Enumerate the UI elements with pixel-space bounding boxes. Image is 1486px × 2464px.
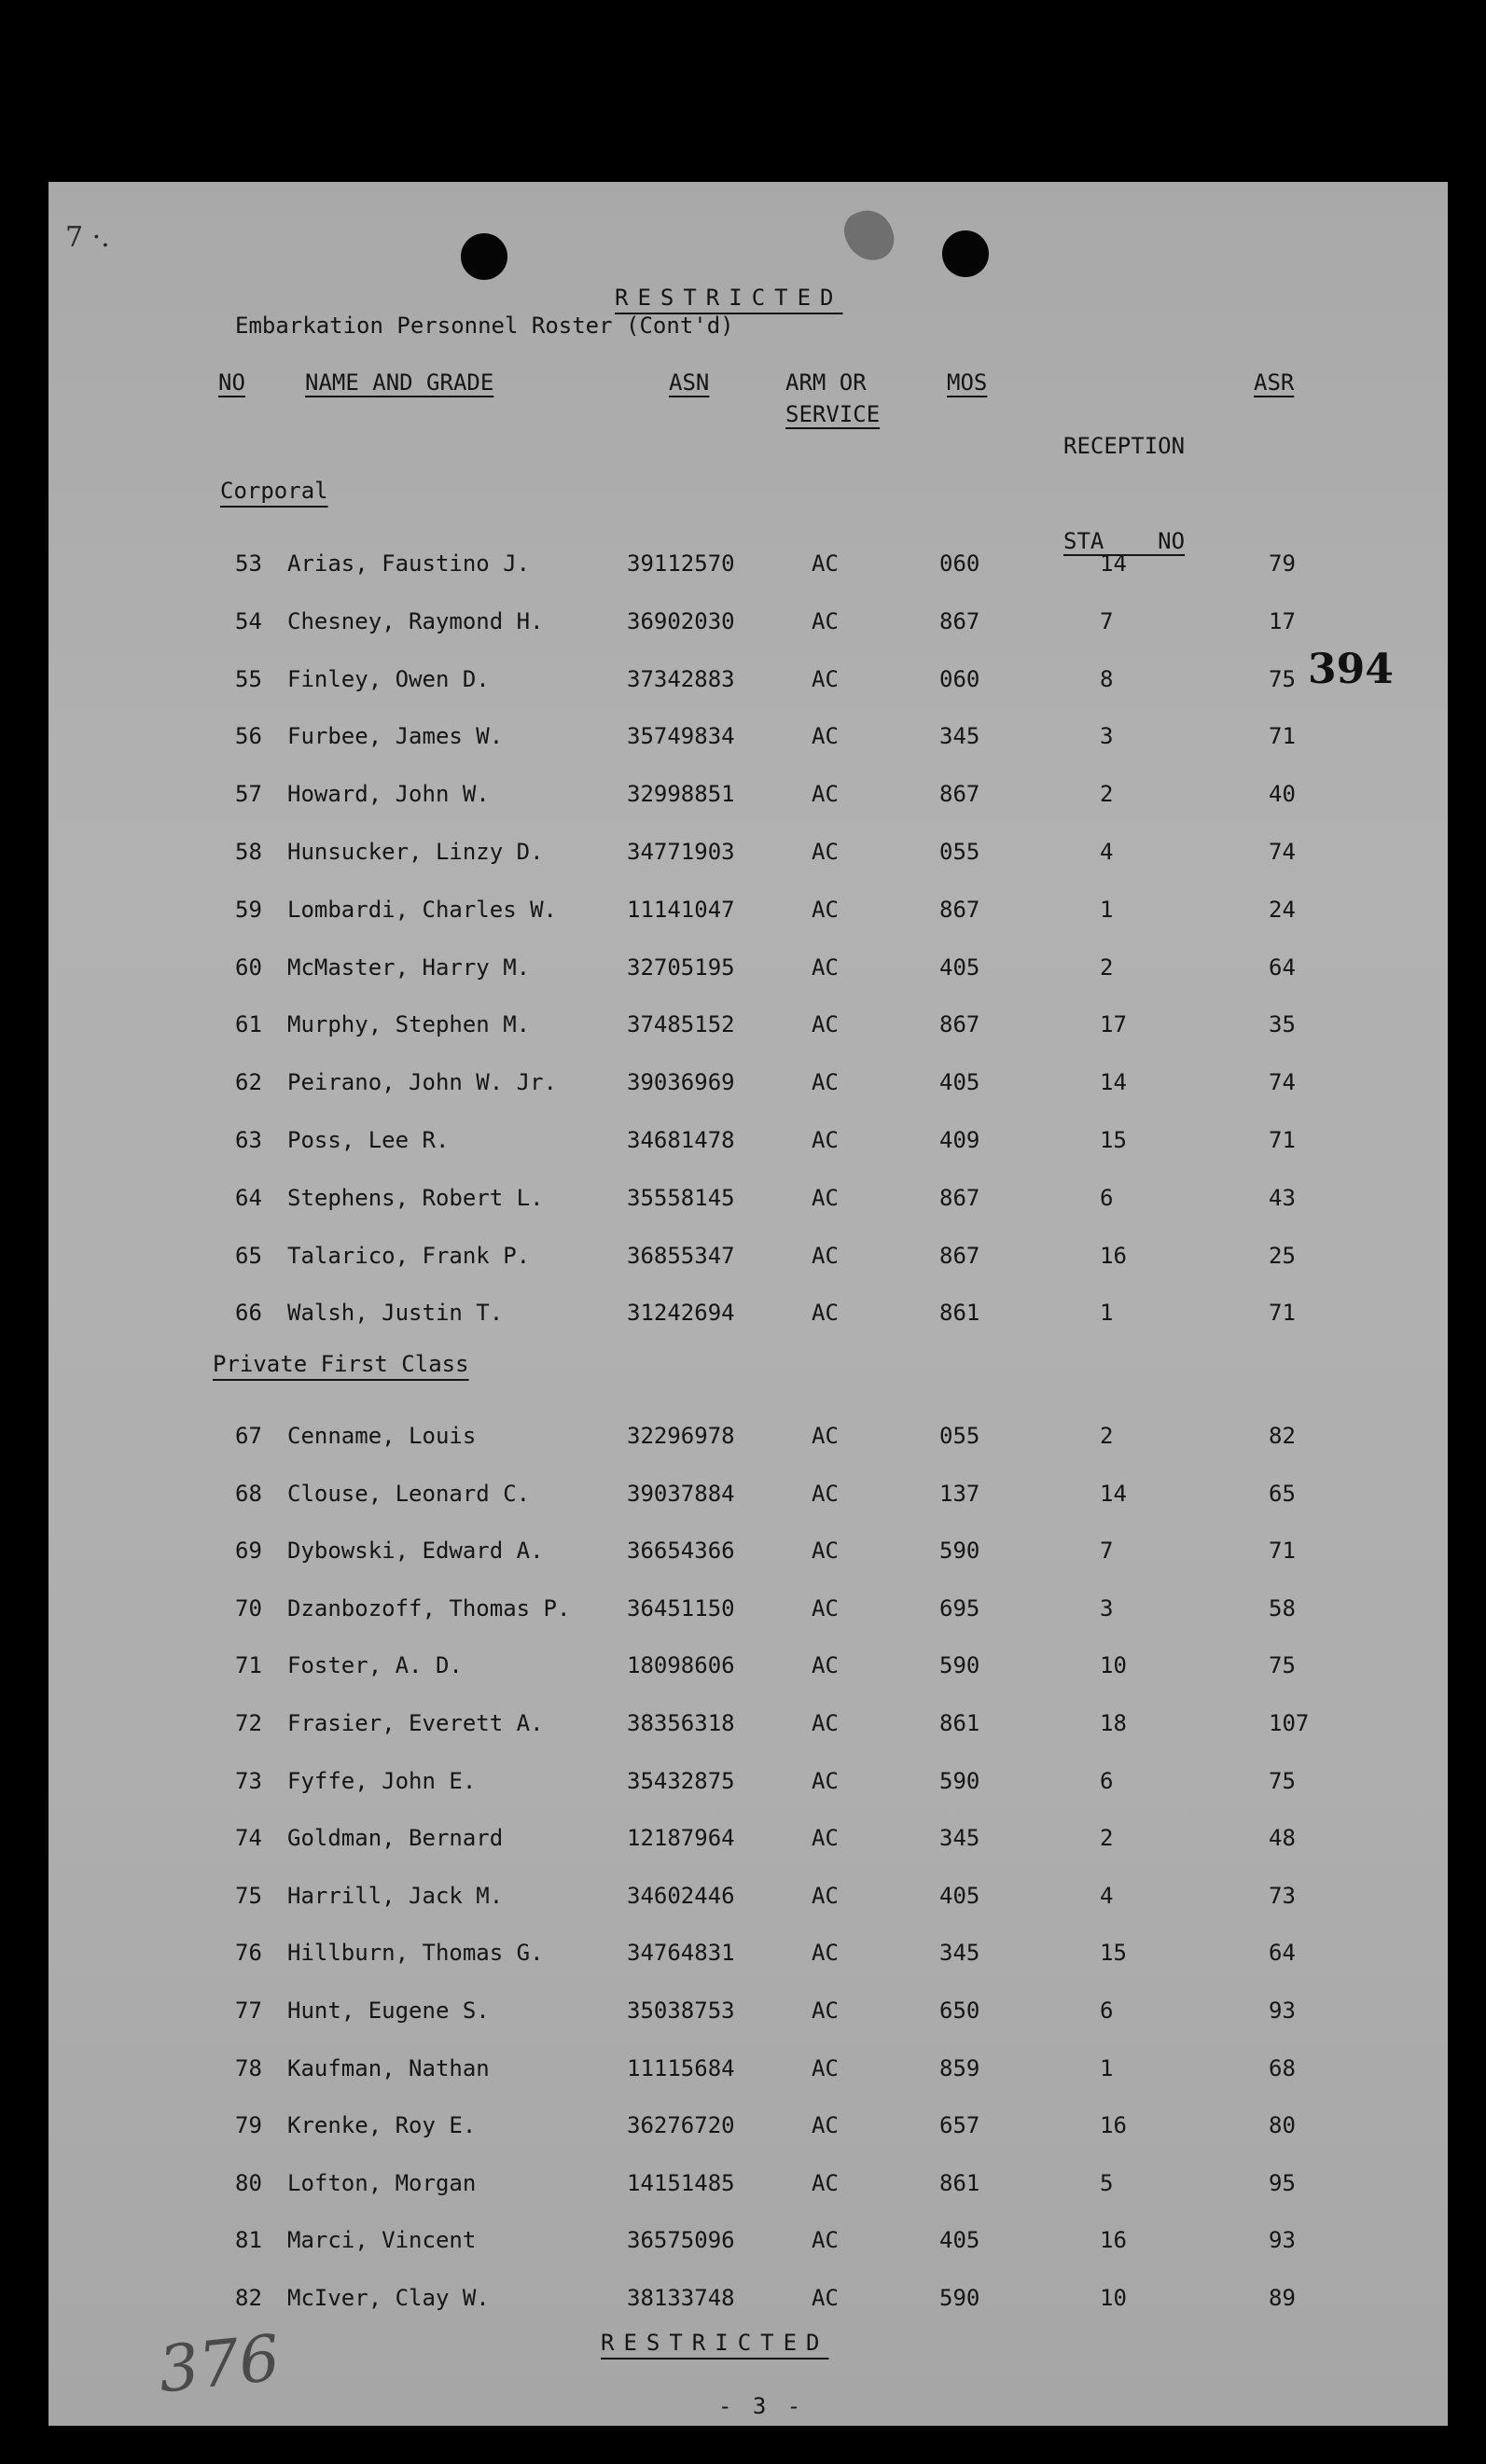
cell-asr: 74	[1269, 1069, 1296, 1095]
cell-rec: 3	[1100, 723, 1114, 749]
cell-asn: 35749834	[627, 723, 735, 749]
cell-arm: AC	[812, 839, 839, 865]
cell-asr: 107	[1269, 1710, 1310, 1736]
cell-arm: AC	[812, 1595, 839, 1622]
cell-asn: 37342883	[627, 666, 735, 692]
cell-asn: 39037884	[627, 1481, 735, 1507]
cell-asn: 14151485	[627, 2170, 735, 2196]
cell-no: 77	[235, 1998, 262, 2024]
cell-no: 57	[235, 781, 262, 807]
cell-arm: AC	[812, 1883, 839, 1909]
cell-no: 68	[235, 1481, 262, 1507]
col-header-mos: MOS	[947, 369, 988, 396]
cell-name: Kaufman, Nathan	[287, 2055, 490, 2081]
cell-mos: 867	[939, 1185, 980, 1211]
table-row	[49, 2227, 1448, 2264]
cell-asr: 95	[1269, 2170, 1296, 2196]
cell-arm: AC	[812, 897, 839, 923]
classification-header: RESTRICTED	[615, 285, 843, 311]
col-header-asn: ASN	[669, 369, 710, 396]
table-row	[49, 1423, 1448, 1460]
table-row	[49, 1185, 1448, 1222]
cell-name: Stephens, Robert L.	[287, 1185, 544, 1211]
col-header-arm-line2: SERVICE	[785, 401, 881, 427]
cell-asn: 36654366	[627, 1538, 735, 1564]
cell-asr: 73	[1269, 1883, 1296, 1909]
cell-name: Chesney, Raymond H.	[287, 608, 544, 634]
cell-rec: 8	[1100, 666, 1114, 692]
cell-asr: 75	[1269, 666, 1296, 692]
cell-no: 62	[235, 1069, 262, 1095]
cell-name: Harrill, Jack M.	[287, 1883, 504, 1909]
cell-no: 59	[235, 897, 262, 923]
cell-asr: 64	[1269, 1940, 1296, 1966]
corner-mark: 7 ·.	[65, 221, 110, 254]
cell-arm: AC	[812, 2112, 839, 2138]
cell-arm: AC	[812, 1481, 839, 1507]
cell-asr: 71	[1269, 723, 1296, 749]
cell-rec: 1	[1100, 1300, 1114, 1326]
cell-mos: 867	[939, 608, 980, 634]
cell-no: 76	[235, 1940, 262, 1966]
cell-arm: AC	[812, 2285, 839, 2311]
table-row	[49, 1127, 1448, 1164]
cell-rec: 14	[1100, 1481, 1127, 1507]
cell-asr: 48	[1269, 1825, 1296, 1851]
stamp-number: 394	[1308, 646, 1394, 693]
cell-mos: 409	[939, 1127, 980, 1153]
cell-no: 65	[235, 1243, 262, 1269]
cell-arm: AC	[812, 2055, 839, 2081]
cell-mos: 867	[939, 781, 980, 807]
cell-no: 55	[235, 666, 262, 692]
cell-asn: 36575096	[627, 2227, 735, 2253]
table-row	[49, 1243, 1448, 1280]
cell-asn: 37485152	[627, 1011, 735, 1037]
cell-mos: 861	[939, 1300, 980, 1326]
cell-asn: 35038753	[627, 1998, 735, 2024]
cell-asn: 32705195	[627, 954, 735, 981]
cell-arm: AC	[812, 1423, 839, 1449]
cell-mos: 859	[939, 2055, 980, 2081]
cell-no: 58	[235, 839, 262, 865]
punch-hole-right	[942, 230, 989, 277]
cell-rec: 15	[1100, 1940, 1127, 1966]
cell-mos: 137	[939, 1481, 980, 1507]
table-row	[49, 1768, 1448, 1805]
cell-asr: 93	[1269, 1998, 1296, 2024]
cell-no: 64	[235, 1185, 262, 1211]
cell-name: Hunsucker, Linzy D.	[287, 839, 544, 865]
film-scratch-mark	[839, 203, 900, 268]
cell-rec: 16	[1100, 2227, 1127, 2253]
cell-rec: 5	[1100, 2170, 1114, 2196]
cell-mos: 590	[939, 1768, 980, 1794]
document-page	[49, 182, 1448, 2426]
cell-no: 81	[235, 2227, 262, 2253]
table-row	[49, 1300, 1448, 1337]
col-header-arm	[785, 367, 880, 430]
cell-mos: 650	[939, 1998, 980, 2024]
cell-mos: 055	[939, 839, 980, 865]
table-row	[49, 1940, 1448, 1977]
cell-no: 54	[235, 608, 262, 634]
cell-asn: 39112570	[627, 550, 735, 577]
table-row	[49, 1481, 1448, 1518]
table-row	[49, 608, 1448, 646]
table-row	[49, 1538, 1448, 1575]
cell-name: Fyffe, John E.	[287, 1768, 477, 1794]
roster-title: Embarkation Personnel Roster (Cont'd)	[235, 313, 734, 339]
cell-asr: 74	[1269, 839, 1296, 865]
handwritten-number: 376	[155, 2321, 284, 2408]
cell-rec: 14	[1100, 1069, 1127, 1095]
cell-name: Hillburn, Thomas G.	[287, 1940, 544, 1966]
cell-asn: 12187964	[627, 1825, 735, 1851]
cell-asn: 39036969	[627, 1069, 735, 1095]
col-header-name: NAME AND GRADE	[305, 369, 494, 396]
cell-rec: 17	[1100, 1011, 1127, 1037]
cell-rec: 18	[1100, 1710, 1127, 1736]
cell-arm: AC	[812, 781, 839, 807]
cell-no: 69	[235, 1538, 262, 1564]
table-row	[49, 1595, 1448, 1633]
cell-asn: 35558145	[627, 1185, 735, 1211]
cell-mos: 405	[939, 2227, 980, 2253]
col-header-reception-line2: STA NO	[1063, 528, 1186, 554]
cell-asn: 36276720	[627, 2112, 735, 2138]
cell-asr: 75	[1269, 1768, 1296, 1794]
table-row	[49, 1069, 1448, 1107]
cell-name: McIver, Clay W.	[287, 2285, 490, 2311]
cell-arm: AC	[812, 1538, 839, 1564]
cell-rec: 10	[1100, 1652, 1127, 1678]
cell-asr: 82	[1269, 1423, 1296, 1449]
col-header-reception-line1: RECEPTION	[1063, 433, 1186, 459]
cell-no: 63	[235, 1127, 262, 1153]
cell-rec: 10	[1100, 2285, 1127, 2311]
cell-mos: 405	[939, 1069, 980, 1095]
table-row	[49, 2112, 1448, 2150]
cell-name: Marci, Vincent	[287, 2227, 477, 2253]
cell-asn: 36451150	[627, 1595, 735, 1622]
cell-rec: 1	[1100, 897, 1114, 923]
cell-name: Howard, John W.	[287, 781, 490, 807]
section-title: Private First Class	[213, 1351, 469, 1377]
cell-arm: AC	[812, 1185, 839, 1211]
cell-name: Cenname, Louis	[287, 1423, 477, 1449]
cell-arm: AC	[812, 723, 839, 749]
cell-mos: 861	[939, 2170, 980, 2196]
col-header-no: NO	[218, 369, 245, 396]
classification-footer: RESTRICTED	[601, 2330, 829, 2356]
cell-no: 71	[235, 1652, 262, 1678]
cell-name: McMaster, Harry M.	[287, 954, 531, 981]
cell-asr: 25	[1269, 1243, 1296, 1269]
cell-asn: 32998851	[627, 781, 735, 807]
cell-asr: 71	[1269, 1300, 1296, 1326]
cell-rec: 14	[1100, 550, 1127, 577]
cell-mos: 590	[939, 1652, 980, 1678]
cell-rec: 15	[1100, 1127, 1127, 1153]
table-row	[49, 1011, 1448, 1049]
cell-name: Dybowski, Edward A.	[287, 1538, 544, 1564]
cell-arm: AC	[812, 1011, 839, 1037]
cell-asr: 71	[1269, 1538, 1296, 1564]
cell-asn: 35432875	[627, 1768, 735, 1794]
cell-mos: 345	[939, 1940, 980, 1966]
cell-name: Finley, Owen D.	[287, 666, 490, 692]
cell-mos: 590	[939, 2285, 980, 2311]
cell-name: Goldman, Bernard	[287, 1825, 504, 1851]
cell-mos: 867	[939, 1243, 980, 1269]
cell-arm: AC	[812, 666, 839, 692]
cell-arm: AC	[812, 1768, 839, 1794]
cell-no: 82	[235, 2285, 262, 2311]
cell-mos: 345	[939, 1825, 980, 1851]
table-row	[49, 2055, 1448, 2093]
cell-name: Lofton, Morgan	[287, 2170, 477, 2196]
cell-mos: 867	[939, 1011, 980, 1037]
section-title: Corporal	[220, 478, 328, 504]
cell-arm: AC	[812, 1127, 839, 1153]
cell-asn: 18098606	[627, 1652, 735, 1678]
cell-arm: AC	[812, 608, 839, 634]
cell-mos: 060	[939, 666, 980, 692]
cell-name: Frasier, Everett A.	[287, 1710, 544, 1736]
cell-rec: 6	[1100, 1998, 1114, 2024]
cell-asr: 75	[1269, 1652, 1296, 1678]
table-row	[49, 897, 1448, 934]
table-row	[49, 1998, 1448, 2035]
cell-rec: 16	[1100, 2112, 1127, 2138]
cell-mos: 695	[939, 1595, 980, 1622]
cell-asr: 35	[1269, 1011, 1296, 1037]
cell-name: Arias, Faustino J.	[287, 550, 531, 577]
cell-name: Foster, A. D.	[287, 1652, 463, 1678]
cell-asr: 58	[1269, 1595, 1296, 1622]
cell-no: 66	[235, 1300, 262, 1326]
cell-asn: 34681478	[627, 1127, 735, 1153]
cell-rec: 16	[1100, 1243, 1127, 1269]
cell-name: Poss, Lee R.	[287, 1127, 450, 1153]
cell-rec: 1	[1100, 2055, 1114, 2081]
cell-asn: 32296978	[627, 1423, 735, 1449]
cell-name: Talarico, Frank P.	[287, 1243, 531, 1269]
cell-asr: 43	[1269, 1185, 1296, 1211]
cell-name: Peirano, John W. Jr.	[287, 1069, 557, 1095]
cell-arm: AC	[812, 1652, 839, 1678]
cell-no: 78	[235, 2055, 262, 2081]
cell-arm: AC	[812, 1710, 839, 1736]
cell-rec: 2	[1100, 954, 1114, 981]
table-row	[49, 1825, 1448, 1862]
cell-asr: 89	[1269, 2285, 1296, 2311]
table-row	[49, 550, 1448, 588]
cell-no: 56	[235, 723, 262, 749]
cell-no: 74	[235, 1825, 262, 1851]
cell-mos: 590	[939, 1538, 980, 1564]
cell-arm: AC	[812, 1300, 839, 1326]
cell-no: 67	[235, 1423, 262, 1449]
cell-name: Murphy, Stephen M.	[287, 1011, 531, 1037]
cell-asn: 38133748	[627, 2285, 735, 2311]
cell-arm: AC	[812, 1998, 839, 2024]
cell-arm: AC	[812, 1825, 839, 1851]
cell-asn: 36902030	[627, 608, 735, 634]
cell-asr: 65	[1269, 1481, 1296, 1507]
cell-no: 79	[235, 2112, 262, 2138]
cell-rec: 2	[1100, 1423, 1114, 1449]
cell-arm: AC	[812, 1069, 839, 1095]
cell-rec: 2	[1100, 781, 1114, 807]
cell-arm: AC	[812, 2170, 839, 2196]
cell-rec: 2	[1100, 1825, 1114, 1851]
cell-mos: 405	[939, 954, 980, 981]
cell-mos: 345	[939, 723, 980, 749]
col-header-asr: ASR	[1254, 369, 1295, 396]
cell-mos: 060	[939, 550, 980, 577]
table-row	[49, 2170, 1448, 2207]
cell-asr: 71	[1269, 1127, 1296, 1153]
cell-asn: 34764831	[627, 1940, 735, 1966]
cell-no: 60	[235, 954, 262, 981]
cell-name: Clouse, Leonard C.	[287, 1481, 531, 1507]
cell-no: 53	[235, 550, 262, 577]
cell-asr: 40	[1269, 781, 1296, 807]
cell-no: 80	[235, 2170, 262, 2196]
cell-no: 72	[235, 1710, 262, 1736]
cell-asr: 79	[1269, 550, 1296, 577]
cell-arm: AC	[812, 1940, 839, 1966]
cell-asn: 11115684	[627, 2055, 735, 2081]
cell-rec: 6	[1100, 1768, 1114, 1794]
cell-asn: 34771903	[627, 839, 735, 865]
cell-asr: 17	[1269, 608, 1296, 634]
cell-arm: AC	[812, 954, 839, 981]
cell-mos: 867	[939, 897, 980, 923]
table-row	[49, 666, 1448, 703]
cell-asn: 38356318	[627, 1710, 735, 1736]
cell-asr: 64	[1269, 954, 1296, 981]
cell-rec: 4	[1100, 1883, 1114, 1909]
table-row	[49, 954, 1448, 992]
cell-name: Walsh, Justin T.	[287, 1300, 504, 1326]
cell-name: Hunt, Eugene S.	[287, 1998, 490, 2024]
page-number: - 3 -	[718, 2393, 805, 2419]
cell-asn: 31242694	[627, 1300, 735, 1326]
cell-mos: 055	[939, 1423, 980, 1449]
cell-asr: 93	[1269, 2227, 1296, 2253]
table-row	[49, 723, 1448, 760]
cell-rec: 7	[1100, 608, 1114, 634]
table-row	[49, 781, 1448, 818]
cell-rec: 3	[1100, 1595, 1114, 1622]
cell-name: Dzanbozoff, Thomas P.	[287, 1595, 571, 1622]
cell-rec: 4	[1100, 839, 1114, 865]
table-row	[49, 1883, 1448, 1920]
cell-mos: 861	[939, 1710, 980, 1736]
cell-mos: 657	[939, 2112, 980, 2138]
cell-no: 75	[235, 1883, 262, 1909]
cell-arm: AC	[812, 550, 839, 577]
cell-name: Lombardi, Charles W.	[287, 897, 557, 923]
cell-arm: AC	[812, 1243, 839, 1269]
cell-no: 73	[235, 1768, 262, 1794]
cell-mos: 405	[939, 1883, 980, 1909]
cell-asr: 24	[1269, 897, 1296, 923]
col-header-arm-line1: ARM OR	[785, 369, 867, 396]
table-row	[49, 2285, 1448, 2322]
cell-asn: 34602446	[627, 1883, 735, 1909]
table-row	[49, 839, 1448, 876]
cell-rec: 7	[1100, 1538, 1114, 1564]
cell-no: 61	[235, 1011, 262, 1037]
cell-rec: 6	[1100, 1185, 1114, 1211]
cell-asr: 68	[1269, 2055, 1296, 2081]
cell-no: 70	[235, 1595, 262, 1622]
cell-asn: 36855347	[627, 1243, 735, 1269]
table-row	[49, 1710, 1448, 1747]
cell-asr: 80	[1269, 2112, 1296, 2138]
cell-name: Krenke, Roy E.	[287, 2112, 477, 2138]
cell-asn: 11141047	[627, 897, 735, 923]
punch-hole-left	[461, 233, 507, 280]
cell-arm: AC	[812, 2227, 839, 2253]
table-row	[49, 1652, 1448, 1690]
cell-name: Furbee, James W.	[287, 723, 504, 749]
